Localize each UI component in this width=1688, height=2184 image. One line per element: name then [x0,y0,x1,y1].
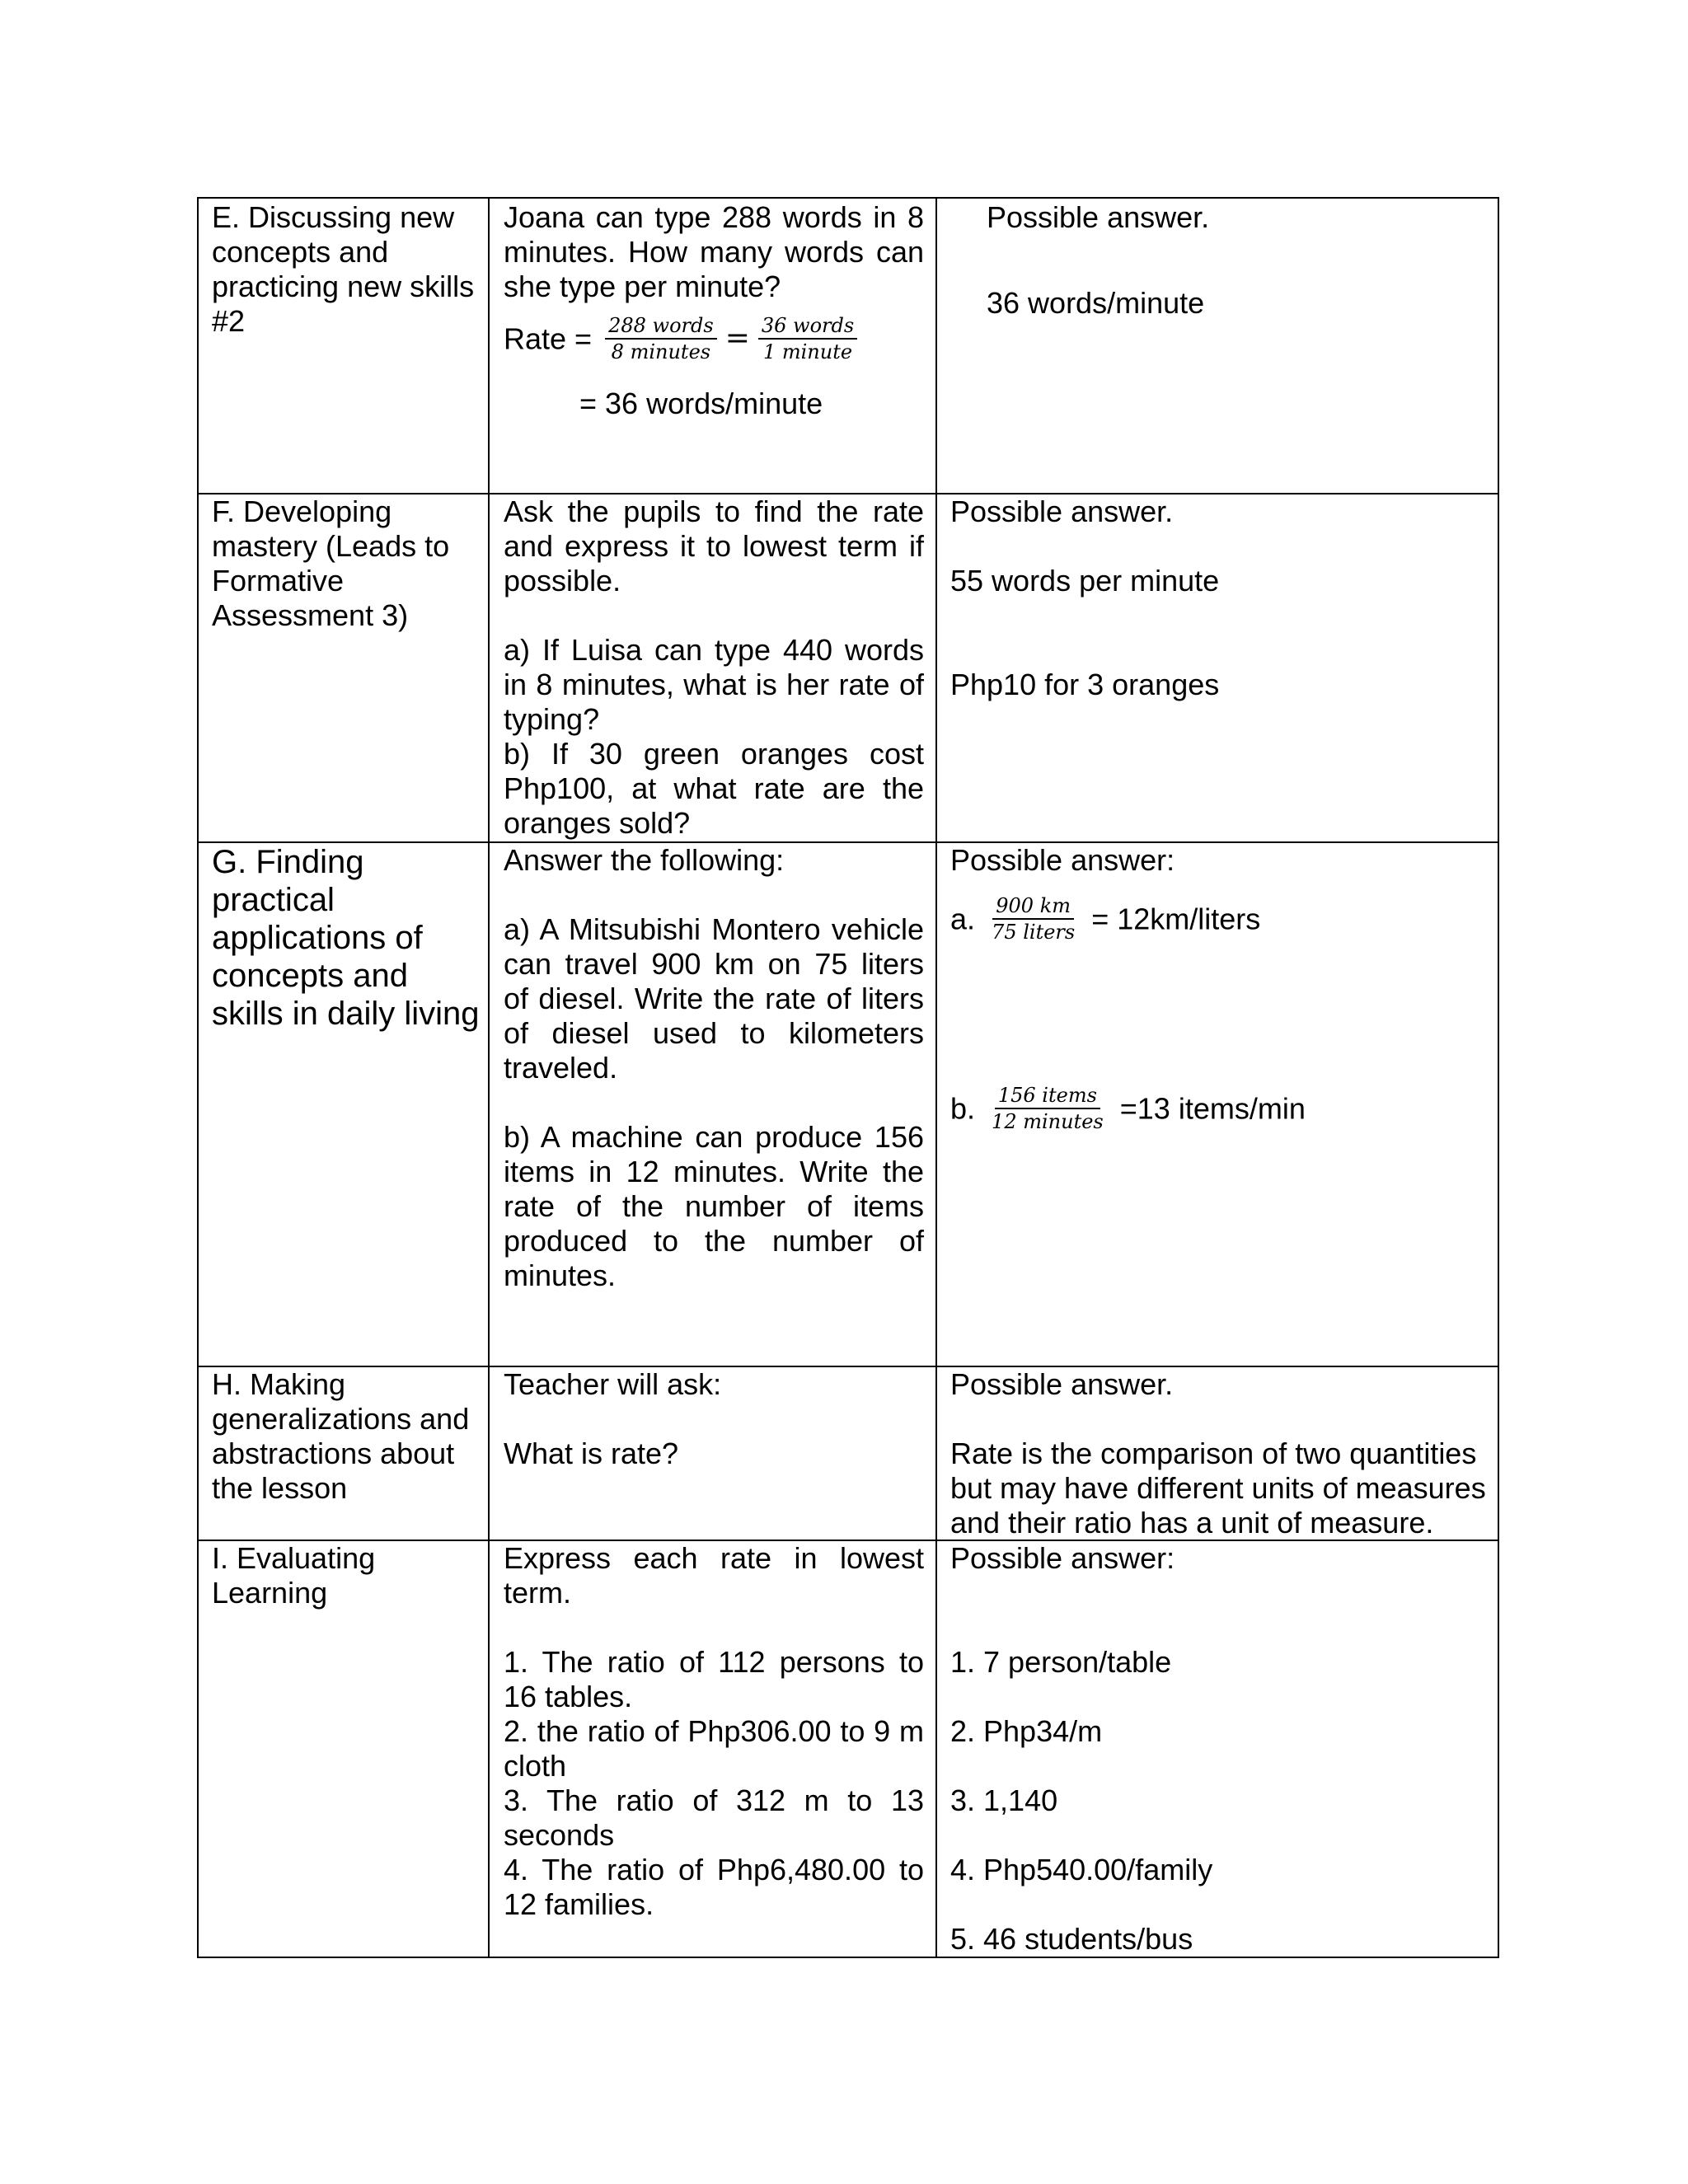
lesson-plan-table [197,197,1499,1958]
list-item: 4. The ratio of Php6,480.00 to 12 families. [504,1853,924,1921]
fraction-numerator: 900 km [992,893,1074,920]
rate-label: Rate = [504,321,593,356]
row-h-answer [950,1367,1486,1540]
list-item: 3. The ratio of 312 m to 13 seconds [504,1783,924,1852]
row-e-question: Joana can type 288 words in 8 minutes. How many words can she type per minute? [504,200,924,303]
column-divider-1 [488,197,490,1958]
fraction-denominator: 75 liters [992,921,1076,944]
table-border-top [197,197,1499,199]
row-g-label: G. Finding practical applications of concepts and skills in daily living [212,844,480,1032]
row-f-activity [504,494,924,841]
row-g-activity [504,843,924,1293]
list-item: 2. Php34/m [950,1714,1103,1748]
list-item: 2. the ratio of Php306.00 to 9 m cloth [504,1714,924,1783]
fraction-denominator: 8 minutes [611,340,711,364]
fraction-numerator: 36 words [758,313,857,340]
table-border-bottom [197,1957,1499,1958]
answer-value: Rate is the comparison of two quantities but may have different units of measures and their ratio has a unit of measure. [950,1436,1486,1540]
answer-heading: Possible answer: [950,843,1175,877]
answer-b-prefix: b. [950,1091,976,1126]
answer-heading: Possible answer: [950,1541,1175,1575]
rate-fraction-1 [605,313,717,364]
row-h-question: What is rate? [504,1436,679,1470]
row-i-intro: Express each rate in lowest term. [504,1541,924,1610]
equals-sign: = [724,321,750,356]
row-f-intro: Ask the pupils to find the rate and express it to lowest term if possible. [504,494,924,598]
answer-heading: Possible answer. [950,494,1174,528]
answer-a: 55 words per minute [950,564,1220,598]
column-divider-2 [935,197,937,1958]
row-i-answer [950,1541,1486,1957]
answer-value: 36 words/minute [987,286,1205,320]
list-item: 5. 46 students/bus [950,1922,1193,1956]
answer-b-result: =13 items/min [1119,1091,1306,1126]
answer-heading: Possible answer. [950,1367,1174,1401]
row-g-item-b: b) A machine can produce 156 items in 12 minutes. Write the rate of the number of items produced to the number of minutes. [504,1120,924,1292]
row-f-item-b: b) If 30 green oranges cost Php100, at what rate are the oranges sold? [504,737,924,840]
row-e-answer [987,200,1522,321]
row-f-label: F. Developing mastery (Leads to Formative Assessment 3) [212,494,450,632]
list-item: 4. Php540.00/family [950,1853,1213,1886]
row-h-label: H. Making generalizations and abstractions about the lesson [212,1367,470,1505]
row-e-result: = 36 words/minute [579,387,823,420]
row-e-rate-equation [504,304,924,370]
row-f-answer [950,494,1486,702]
table-border-left [197,197,199,1958]
row-g-item-a: a) A Mitsubishi Montero vehicle can travel 900 km on 75 liters of diesel. Write the rate of liters of diesel used to kilometers traveled. [504,912,924,1085]
answer-a-fraction [988,893,1078,944]
row-g-answer [950,843,1486,1140]
row-i-activity [504,1541,924,1922]
row-i-label: I. Evaluating Learning [212,1541,376,1610]
fraction-denominator: 1 minute [762,340,853,364]
list-item: 1. 7 person/table [950,1645,1172,1679]
fraction-numerator: 156 items [995,1083,1100,1109]
list-item: 1. The ratio of 112 persons to 16 tables. [504,1645,924,1713]
answer-a-prefix: a. [950,902,976,936]
rate-fraction-2 [758,313,857,364]
answer-b-equation [950,1074,1486,1140]
fraction-denominator: 12 minutes [992,1110,1104,1134]
row-h-intro: Teacher will ask: [504,1367,722,1401]
row-e-label: E. Discussing new concepts and practicing new skills #2 [212,200,475,338]
table-border-right [1498,197,1499,1958]
answer-b: Php10 for 3 oranges [950,668,1220,701]
row-h-activity [504,1367,924,1471]
answer-heading: Possible answer. [987,200,1210,234]
row-e-activity [504,200,924,421]
row-g-intro: Answer the following: [504,843,785,877]
fraction-numerator: 288 words [605,313,717,340]
list-item: 3. 1,140 [950,1783,1058,1817]
answer-b-fraction [988,1083,1107,1134]
answer-a-equation [950,884,1486,950]
answer-a-result: = 12km/liters [1091,902,1261,936]
row-f-item-a: a) If Luisa can type 440 words in 8 minutes, what is her rate of typing? [504,633,924,736]
